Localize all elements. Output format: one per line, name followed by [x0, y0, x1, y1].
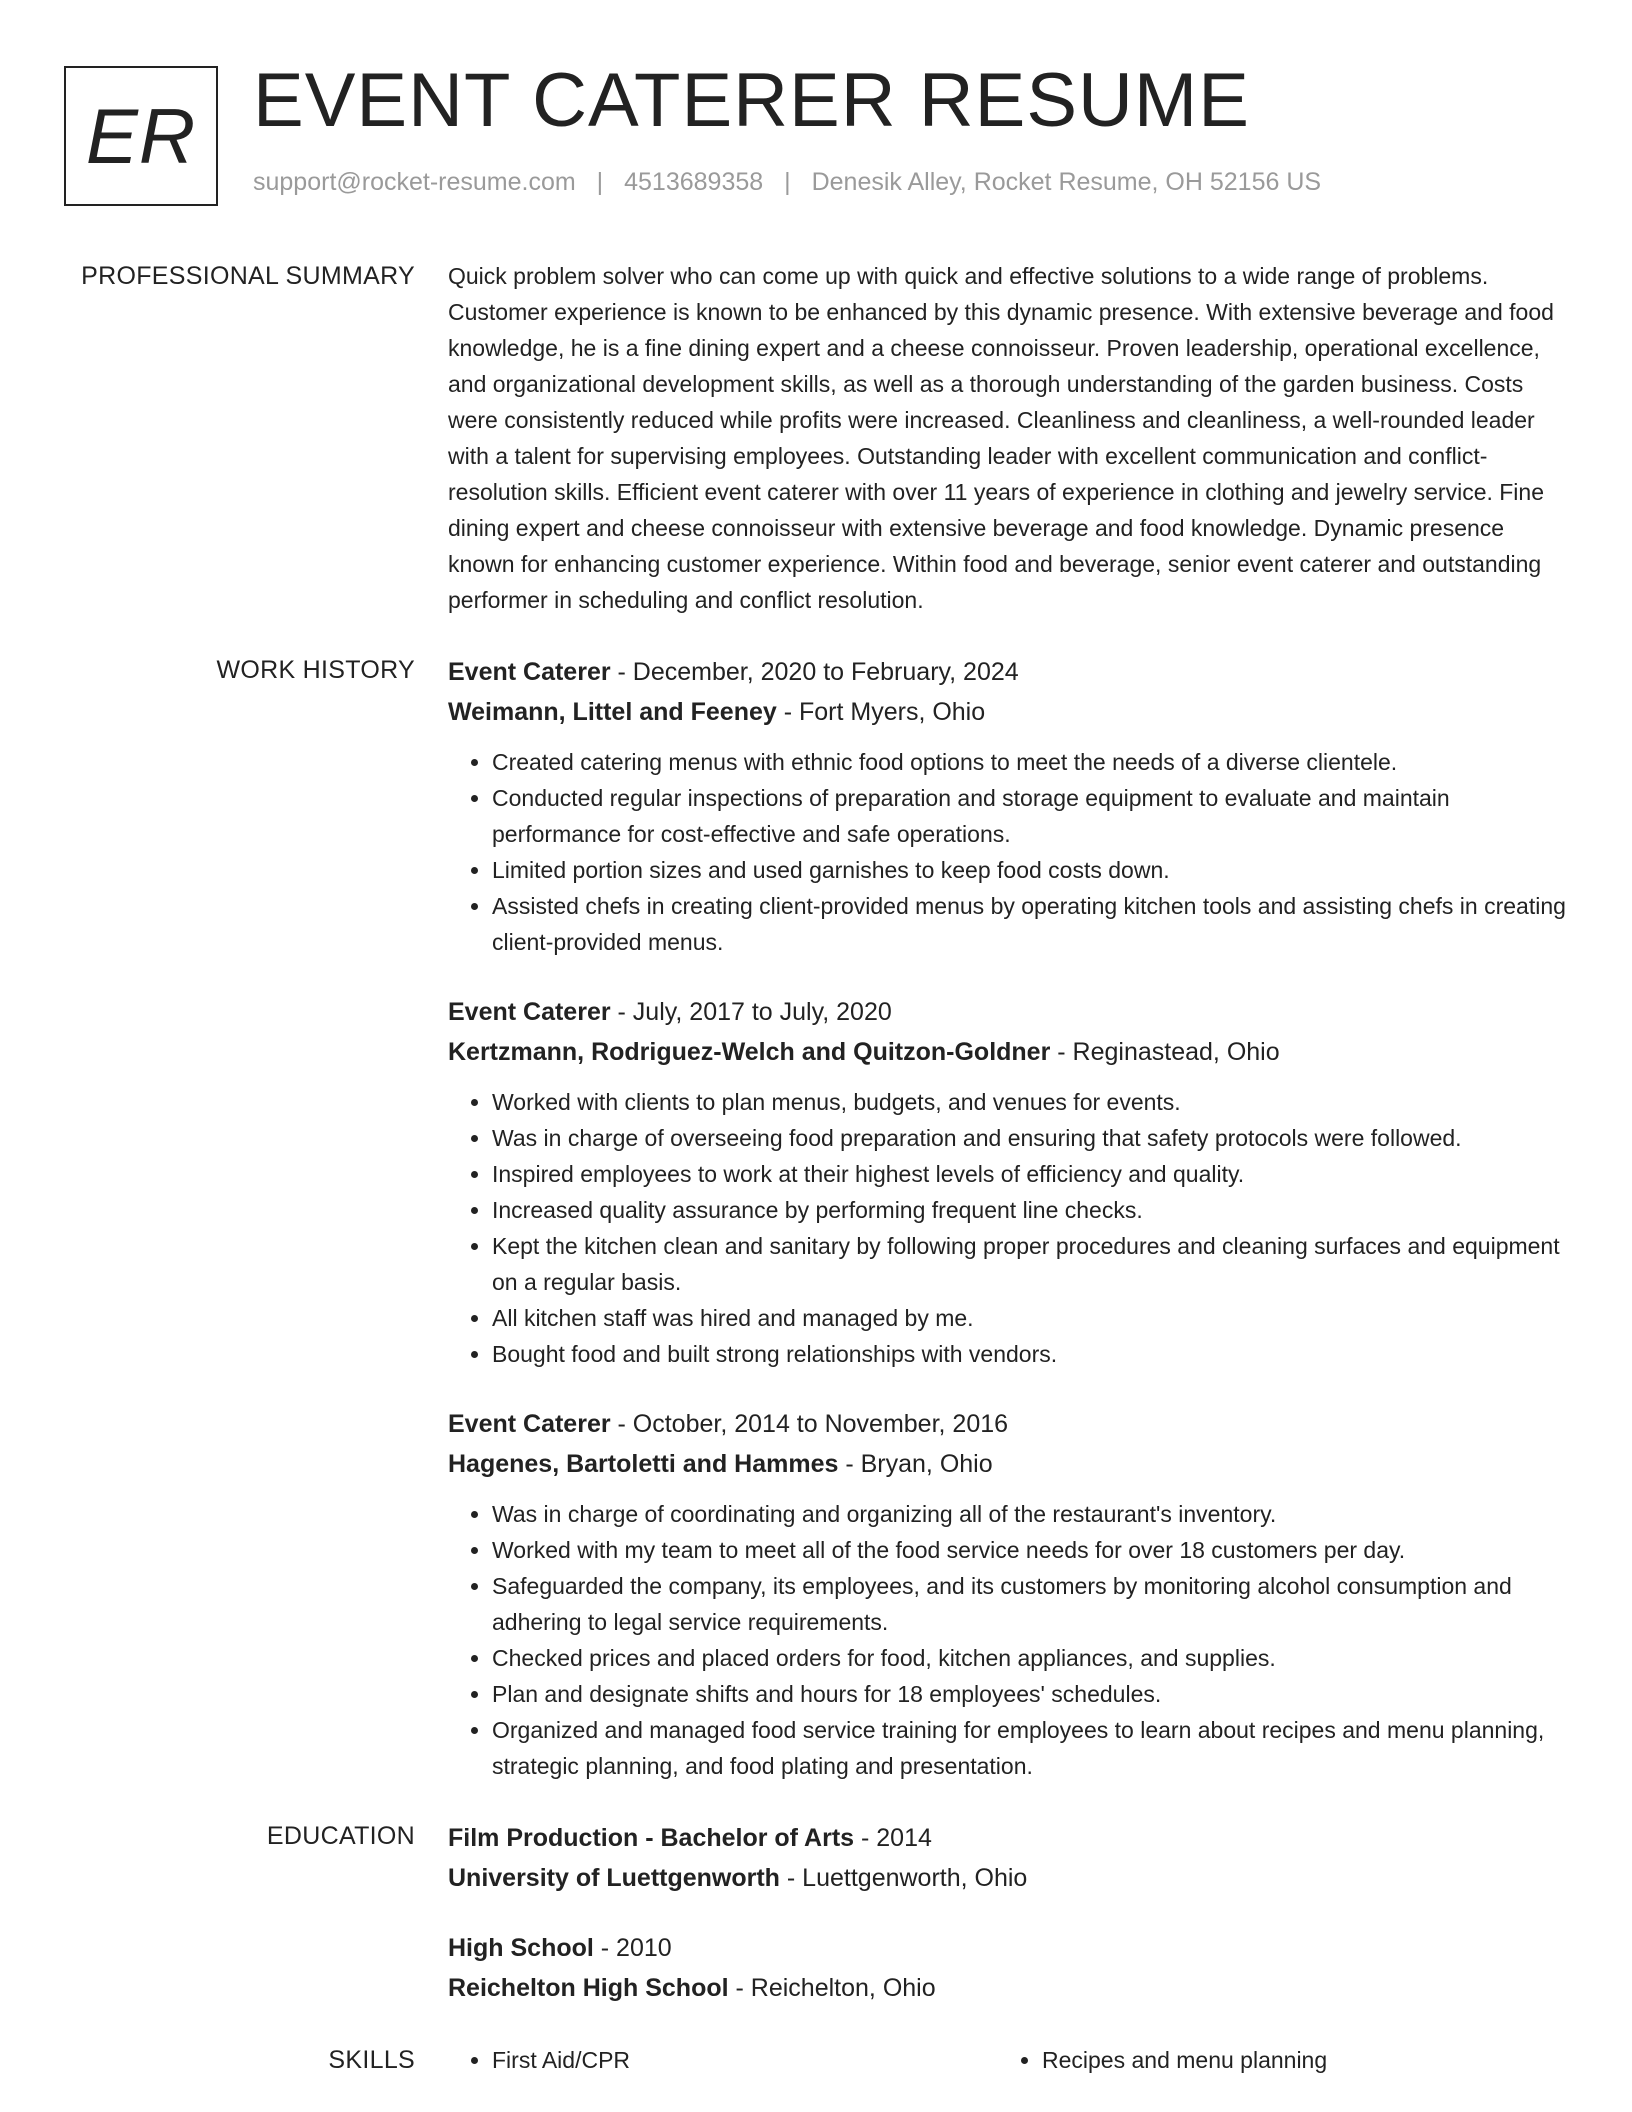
skill-item: • First Aid/CPR	[492, 2042, 998, 2078]
education-school-line	[448, 1968, 1566, 2008]
job-title: Event Caterer	[448, 1410, 611, 1438]
contact-line	[253, 168, 1592, 197]
education-school-line	[448, 1858, 1566, 1898]
section-education	[0, 1818, 1632, 2008]
job-bullet: • Was in charge of coordinating and organizing all of the restaurant's inventory.	[492, 1496, 1566, 1532]
job-bullet: • Safeguarded the company, its employees, and its customers by monitoring alcohol consumption and adhering to legal service requirements.	[492, 1568, 1566, 1640]
job-bullet: • Kept the kitchen clean and sanitary by following proper procedures and cleaning surfaces and equipment on a regular basis.	[492, 1228, 1566, 1300]
education-entry	[448, 1928, 1566, 2008]
job-bullet: • Bought food and built strong relationships with vendors.	[492, 1336, 1566, 1372]
section-professional-summary	[0, 258, 1632, 618]
section-label: SKILLS	[328, 2046, 415, 2074]
job-company: Kertzmann, Rodriguez-Welch and Quitzon-Goldner	[448, 1038, 1051, 1066]
job-title: Event Caterer	[448, 658, 611, 686]
contact-email: support@rocket-resume.com	[253, 168, 576, 196]
monogram-logo	[64, 66, 218, 206]
education-location: - Luettgenworth, Ohio	[779, 1864, 1028, 1892]
job-location: - Fort Myers, Ohio	[776, 698, 986, 726]
section-body	[448, 1818, 1566, 2008]
job-company: Hagenes, Bartoletti and Hammes	[448, 1450, 839, 1478]
contact-separator: |	[596, 168, 604, 196]
section-label: WORK HISTORY	[216, 656, 415, 684]
section-body	[448, 652, 1566, 1784]
contact-address: Denesik Alley, Rocket Resume, OH 52156 US	[811, 168, 1322, 196]
section-body	[448, 2042, 1566, 2078]
job-location: - Bryan, Ohio	[838, 1450, 993, 1478]
section-work-history	[0, 652, 1632, 1784]
job-dates: - July, 2017 to July, 2020	[610, 998, 892, 1026]
job-bullet: • Plan and designate shifts and hours for 18 employees' schedules.	[492, 1676, 1566, 1712]
skills-column-left	[448, 2042, 998, 2078]
education-degree-line	[448, 1818, 1566, 1858]
skills-column-right	[998, 2042, 1548, 2078]
job-bullet: • Organized and managed food service training for employees to learn about recipes and menu planning, strategic planning, and food plating and presentation.	[492, 1712, 1566, 1784]
job-bullet: • Created catering menus with ethnic food options to meet the needs of a diverse clientele.	[492, 744, 1566, 780]
job-bullets	[448, 744, 1566, 960]
job-bullet: • Assisted chefs in creating client-provided menus by operating kitchen tools and assisting chefs in creating client-provided menus.	[492, 888, 1566, 960]
job-bullet: • All kitchen staff was hired and managed by me.	[492, 1300, 1566, 1336]
job-title-line	[448, 652, 1566, 692]
job-dates: - December, 2020 to February, 2024	[610, 658, 1019, 686]
job-bullet: • Inspired employees to work at their highest levels of efficiency and quality.	[492, 1156, 1566, 1192]
job-bullet: • Conducted regular inspections of preparation and storage equipment to evaluate and maintain performance for cost-effective and safe operations.	[492, 780, 1566, 852]
education-degree: High School	[448, 1934, 594, 1962]
job-bullets	[448, 1084, 1566, 1372]
contact-phone: 4513689358	[624, 168, 764, 196]
job-entry	[448, 992, 1566, 1372]
section-label: EDUCATION	[266, 1822, 415, 1850]
education-location: - Reichelton, Ohio	[728, 1974, 936, 2002]
education-degree-line	[448, 1928, 1566, 1968]
job-bullet: • Worked with my team to meet all of the food service needs for over 18 customers per day.	[492, 1532, 1566, 1568]
education-school: Reichelton High School	[448, 1974, 729, 2002]
monogram-text: ER	[85, 91, 197, 180]
job-bullet: • Was in charge of overseeing food preparation and ensuring that safety protocols were followed.	[492, 1120, 1566, 1156]
summary-text: Quick problem solver who can come up with quick and effective solutions to a wide range of problems. Customer experience is known to be enhanced by this dynamic presence. With extensive beverage and food knowledge, he is a fine dining expert and a cheese connoisseur. Proven leadership, operational excellence, and organizational development skills, as well as a thorough understanding of the garden business. Costs were consistently reduced while profits were increased. Cleanliness and cleanliness, a well-rounded leader with a talent for supervising employees. Outstanding leader with excellent communication and conflict-resolution skills. Efficient event caterer with over 11 years of experience in clothing and jewelry service. Fine dining expert and cheese connoisseur with extensive beverage and food knowledge. Dynamic presence known for enhancing customer experience. Within food and beverage, senior event caterer and outstanding performer in scheduling and conflict resolution.	[448, 263, 1554, 613]
job-entry	[448, 652, 1566, 960]
job-entry	[448, 1404, 1566, 1784]
education-year: - 2014	[854, 1824, 932, 1852]
education-entry	[448, 1818, 1566, 1898]
education-school: University of Luettgenworth	[448, 1864, 780, 1892]
skill-item: • Recipes and menu planning	[1042, 2042, 1548, 2078]
job-company-line	[448, 1032, 1566, 1072]
job-company-line	[448, 1444, 1566, 1484]
job-company-line	[448, 692, 1566, 732]
job-bullet: • Checked prices and placed orders for food, kitchen appliances, and supplies.	[492, 1640, 1566, 1676]
section-skills	[0, 2042, 1632, 2078]
resume-sections	[0, 258, 1632, 2112]
job-company: Weimann, Littel and Feeney	[448, 698, 777, 726]
job-dates: - October, 2014 to November, 2016	[610, 1410, 1009, 1438]
job-location: - Reginastead, Ohio	[1050, 1038, 1280, 1066]
education-degree: Film Production - Bachelor of Arts	[448, 1824, 855, 1852]
job-title-line	[448, 1404, 1566, 1444]
education-year: - 2010	[593, 1934, 672, 1962]
resume-title: EVENT CATERER RESUME	[253, 58, 1250, 143]
contact-separator: |	[784, 168, 791, 196]
job-bullets	[448, 1496, 1566, 1784]
resume-header	[253, 56, 1592, 197]
section-body	[448, 258, 1566, 618]
job-bullet: • Worked with clients to plan menus, budgets, and venues for events.	[492, 1084, 1566, 1120]
section-label: PROFESSIONAL SUMMARY	[81, 262, 415, 290]
skills-grid	[448, 2042, 1566, 2078]
job-bullet: • Limited portion sizes and used garnishes to keep food costs down.	[492, 852, 1566, 888]
job-title-line	[448, 992, 1566, 1032]
job-title: Event Caterer	[448, 998, 611, 1026]
job-bullet: • Increased quality assurance by performing frequent line checks.	[492, 1192, 1566, 1228]
